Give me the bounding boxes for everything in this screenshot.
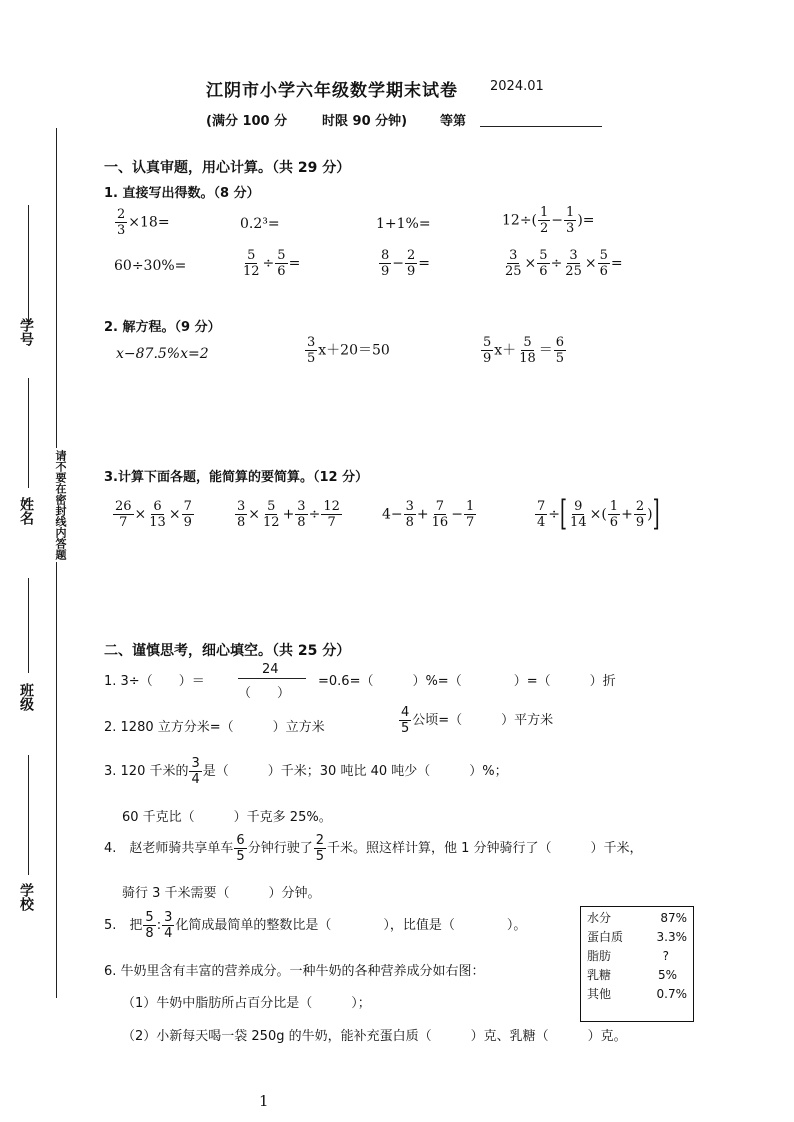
fill-q1-tail: =0.6=（ ）%=（ ）=（ ）折: [318, 674, 616, 689]
exam-date: 2024.01: [490, 79, 544, 94]
full-score: (满分 100 分: [206, 114, 288, 129]
calc-item-5: 60÷30%=: [114, 258, 187, 274]
nutrition-row: [587, 947, 687, 966]
nutrient-name: 乳糖: [587, 968, 612, 982]
blank-line-class: [28, 578, 30, 673]
nutrition-row: [587, 928, 687, 947]
fill-q1-fraction-bar: [238, 678, 306, 679]
seal-notice: 请不要在密封线内答题: [54, 450, 67, 560]
blank-line-name: [28, 378, 30, 488]
fill-q4-line2: 骑行 3 千米需要（ ）分钟。: [122, 886, 321, 901]
nutrient-name: 水分: [587, 911, 612, 925]
fill-q6-sub1: （1）牛奶中脂肪所占百分比是（ ）；: [122, 996, 371, 1011]
simplify-item-2: $\frac{3}{8}$ × $\frac{5}{12}$ + $\frac{3}{8}$ ÷ $\frac{12}{7}$: [237, 499, 340, 530]
calc-item-7: $\frac{8}{9}$ − $\frac{2}{9}$ =: [381, 248, 431, 279]
exam-title: 江阴市小学六年级数学期末试卷: [206, 81, 458, 101]
calc-item-6: $\frac{5}{12}$ ÷ $\frac{5}{6}$ =: [243, 248, 301, 279]
time-limit: 时限 90 分钟): [322, 114, 408, 129]
fill-q1-fraction-num: 24: [262, 662, 279, 677]
fill-q5: 5. 把 $\frac{5}{8}$ : $\frac{3}{4}$ 化简成最简单的整数比是（ ），比值是（ ）。: [104, 910, 527, 941]
fill-q4-line1: 4. 赵老师骑共享单车 $\frac{6}{5}$ 分钟行驶了 $\frac{2}{5}$ 千米。照这样计算，他 1 分钟骑行了（ ）千米，: [104, 833, 643, 864]
label-student-id: 学号: [18, 318, 34, 346]
label-name: 姓名: [18, 497, 34, 525]
nutrition-row: [587, 985, 687, 1004]
fill-q1-fraction-den: （ ）: [238, 686, 291, 701]
simplify-item-4: $\frac{7}{4}$ ÷[ $\frac{9}{14}$ ×( $\frac{1}{6}$ + $\frac{2}{9}$ )]: [537, 494, 660, 535]
blank-line-id: [28, 205, 30, 325]
q3-title: 3.计算下面各题，能简算的要简算。（12 分）: [104, 470, 369, 485]
calc-item-1: $\frac{2}{3}$ ×18=: [117, 207, 170, 238]
calc-item-8: $\frac{3}{25}$ × $\frac{5}{6}$ ÷ $\frac{3}{25}$ × $\frac{5}{6}$ =: [505, 248, 623, 279]
fill-q6-title: 6. 牛奶里含有丰富的营养成分。一种牛奶的各种营养成分如右图：: [104, 964, 485, 979]
nutrient-name: 其他: [587, 987, 612, 1001]
calc-item-4: 12÷( $\frac{1}{2}$ − $\frac{1}{3}$ )=: [502, 205, 595, 236]
nutrient-value: 0.7%: [656, 987, 687, 1001]
fill-q3-line1: 3. 120 千米的 $\frac{3}{4}$ 是（ ）千米；30 吨比 40 吨少（ ）%；: [104, 756, 508, 787]
label-class: 班级: [18, 683, 34, 711]
grade-label: 等第: [440, 114, 467, 129]
simplify-item-3: 4− $\frac{3}{8}$ + $\frac{7}{16}$ − $\frac{1}{7}$: [382, 499, 475, 530]
q2-title: 2. 解方程。（9 分）: [104, 320, 221, 335]
nutrition-row: [587, 966, 687, 985]
blank-line-school: [28, 755, 30, 875]
nutrient-name: 脂肪: [587, 949, 612, 963]
nutrient-value: ?: [662, 949, 669, 963]
equation-2: $\frac{3}{5}$ x＋20＝50: [307, 335, 390, 366]
calc-item-3: 1+1%=: [376, 216, 431, 232]
label-school: 学校: [18, 883, 34, 911]
fill-q2-part2: $\frac{4}{5}$ 公顷=（ ）平方米: [401, 705, 554, 736]
nutrition-table: [580, 906, 694, 1022]
nutrient-name: 蛋白质: [587, 930, 624, 944]
section1-title: 一、认真审题，用心计算。（共 29 分）: [104, 160, 351, 176]
simplify-item-1: $\frac{26}{7}$ × $\frac{6}{13}$ × $\frac{7}{9}$: [115, 499, 192, 530]
equation-3: $\frac{5}{9}$ x＋ $\frac{5}{18}$ ＝ $\frac{6}{5}$: [483, 335, 565, 366]
q1-title: 1. 直接写出得数。（8 分）: [104, 186, 260, 201]
nutrient-value: 3.3%: [656, 930, 687, 944]
fill-q3-line2: 60 千克比（ ）千克多 25%。: [122, 810, 332, 825]
fill-q6-sub2: （2）小新每天喝一袋 250g 的牛奶，能补充蛋白质（ ）克、乳糖（ ）克。: [122, 1029, 627, 1044]
equation-1: x−87.5%x=2: [116, 346, 209, 362]
nutrition-row: [587, 909, 687, 928]
grade-blank-line: [480, 126, 602, 127]
section2-title: 二、谨慎思考，细心填空。（共 25 分）: [104, 643, 351, 659]
fill-q1-lead: 1. 3÷（ ）＝: [104, 674, 205, 689]
calc-item-2: 0.2³=: [240, 216, 280, 232]
fill-q2-part1: 2. 1280 立方分米=（ ）立方米: [104, 720, 325, 735]
nutrient-value: 87%: [660, 911, 687, 925]
nutrient-value: 5%: [657, 968, 677, 982]
binding-line-main: [56, 128, 57, 998]
page-number: 1: [259, 1092, 269, 1110]
